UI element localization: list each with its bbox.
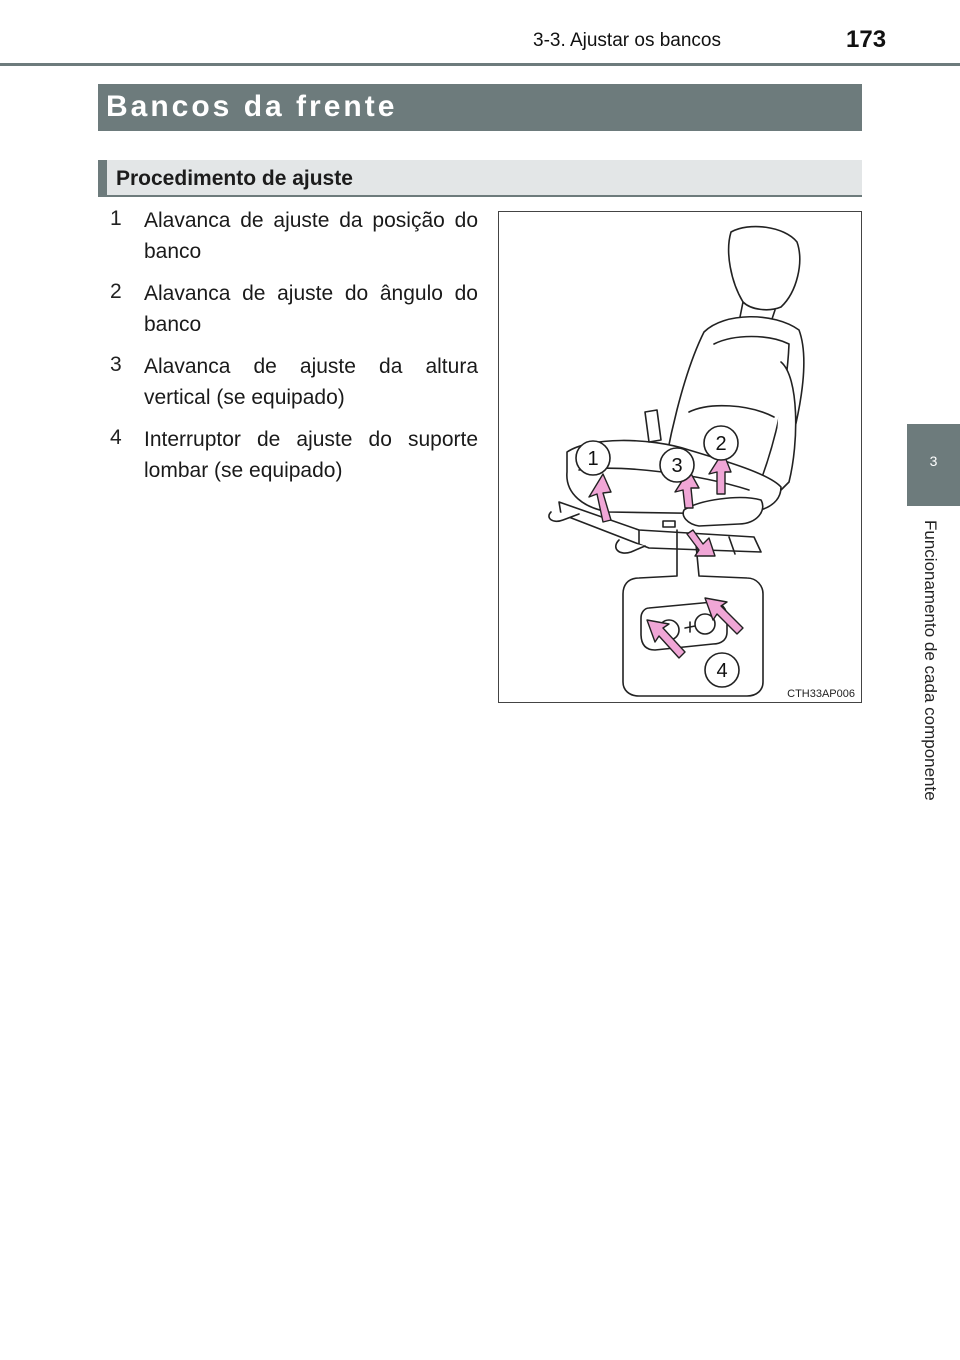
- step-text: Interruptor de ajuste do suporte lombar (se equipado): [144, 428, 478, 482]
- step-text: Alavanca de ajuste da altura vertical (se equipado): [144, 355, 478, 409]
- subsection-title: Procedimento de ajuste: [116, 167, 353, 190]
- figure-code: CTH33AP006: [787, 688, 855, 700]
- steps-list: [108, 205, 478, 497]
- callout-2: 2: [715, 433, 727, 455]
- chapter-title-vertical: Funcionamento de cada componente: [921, 520, 940, 801]
- callout-4: 4: [716, 660, 728, 682]
- step-number: 4: [110, 426, 122, 449]
- seat-illustration: [499, 212, 861, 702]
- step-text: Alavanca de ajuste da posição do banco: [144, 209, 478, 263]
- step-item: [108, 278, 478, 340]
- page-number: 173: [846, 26, 887, 53]
- step-item: [108, 351, 478, 413]
- chapter-number: 3: [929, 453, 938, 469]
- running-header-section: 3-3. Ajustar os bancos: [533, 30, 721, 51]
- step-text: Alavanca de ajuste do ângulo do banco: [144, 282, 478, 336]
- chapter-tab: [907, 424, 960, 506]
- step-item: [108, 205, 478, 267]
- step-number: 1: [110, 207, 122, 230]
- callout-3: 3: [671, 455, 683, 477]
- step-item: [108, 424, 478, 486]
- header-rule: [0, 63, 960, 66]
- subsection-banner: [98, 160, 862, 197]
- seat-figure: [498, 211, 862, 703]
- callout-1: 1: [587, 448, 599, 470]
- section-title: Bancos da frente: [106, 90, 398, 123]
- step-number: 3: [110, 353, 122, 376]
- step-number: 2: [110, 280, 122, 303]
- section-banner: [98, 84, 862, 131]
